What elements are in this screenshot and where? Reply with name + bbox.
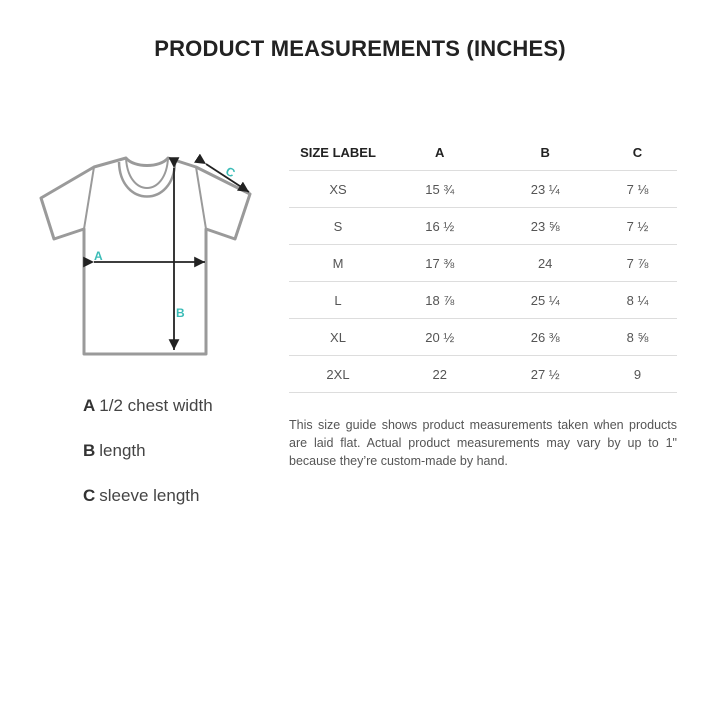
tshirt-diagram [38,150,258,365]
table-cell: XS [289,171,387,208]
diagram-label-b: B [176,306,185,320]
table-cell: 16 ½ [387,208,492,245]
table-header-row [289,134,677,171]
page-title: PRODUCT MEASUREMENTS (INCHES) [154,36,566,61]
legend-key: C [83,486,96,505]
table-cell: 24 [492,245,597,282]
table-cell: M [289,245,387,282]
table-cell: 18 ⅞ [387,282,492,319]
table-cell: S [289,208,387,245]
table-cell: 20 ½ [387,319,492,356]
diagram-label-a: A [94,249,103,263]
header-a: A [435,144,445,160]
legend-item-b [83,439,213,484]
legend-text: length [99,441,146,460]
legend-item-c [83,484,213,529]
size-guide-note: This size guide shows product measurements taken when products are laid flat. Actual product measurements may vary by up to 1" because they’re custom-made by hand. [289,418,677,468]
table-cell: 27 ½ [492,356,597,393]
legend-text: 1/2 chest width [99,396,213,415]
table-row [289,282,677,319]
table-cell: 7 ⅛ [598,171,677,208]
table-cell: 15 ¾ [387,171,492,208]
table-cell: 26 ⅜ [492,319,597,356]
table-row [289,319,677,356]
table-cell: 9 [598,356,677,393]
table-cell: 23 ⅝ [492,208,597,245]
table-cell: 8 ¼ [598,282,677,319]
table-row [289,171,677,208]
table-cell: XL [289,319,387,356]
table-cell: 7 ⅞ [598,245,677,282]
legend-text: sleeve length [99,486,200,505]
table-cell: L [289,282,387,319]
header-size-label: SIZE LABEL [300,144,376,160]
table-cell: 2XL [289,356,387,393]
table-cell: 25 ¼ [492,282,597,319]
table-row [289,245,677,282]
table-cell: 17 ⅜ [387,245,492,282]
table-cell: 23 ¼ [492,171,597,208]
legend-key: B [83,441,96,460]
legend-item-a [83,394,213,439]
diagram-label-c: C [223,163,238,181]
legend-key: A [83,396,96,415]
table-cell: 22 [387,356,492,393]
size-table [289,134,677,393]
header-c: C [632,144,643,160]
table-cell: 7 ½ [598,208,677,245]
measurement-legend [83,394,213,529]
table-row [289,356,677,393]
header-b: B [540,144,550,160]
table-row [289,208,677,245]
table-cell: 8 ⅝ [598,319,677,356]
